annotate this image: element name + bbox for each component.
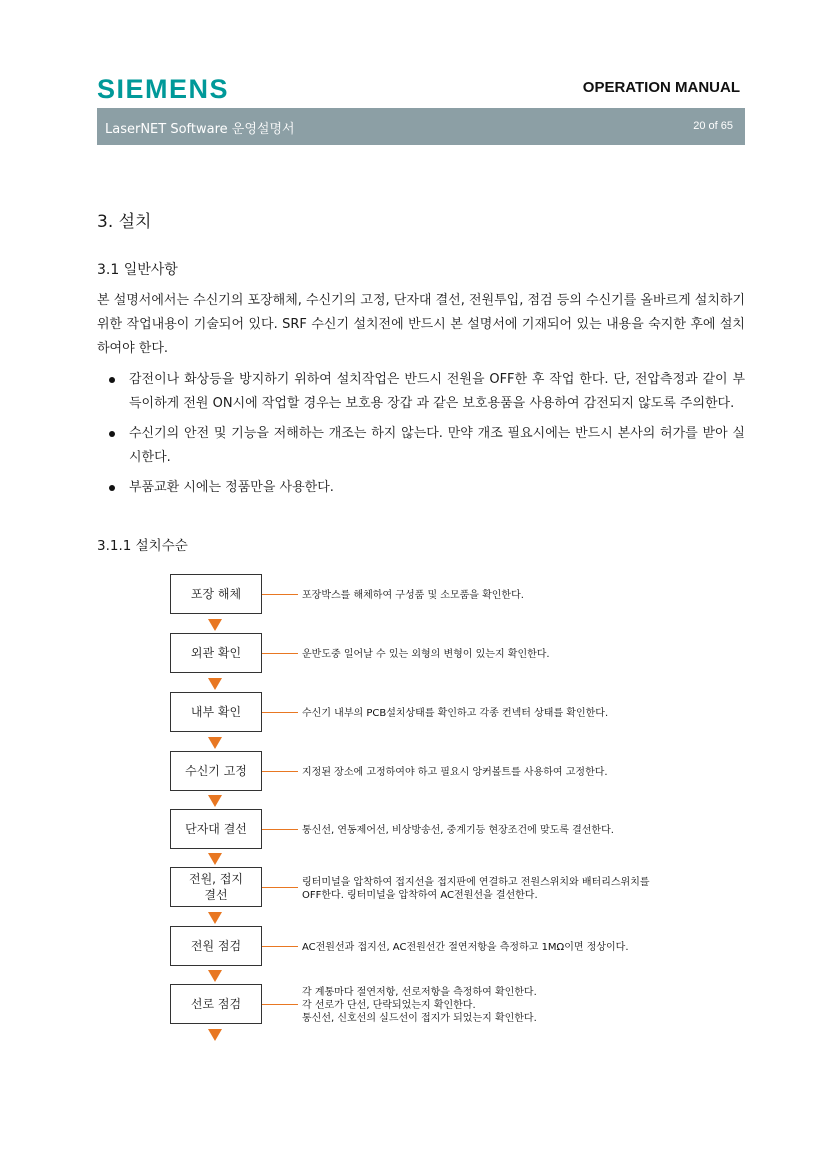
flow-connector bbox=[262, 887, 298, 888]
flow-step-box: 내부 확인 bbox=[170, 692, 262, 732]
flow-step-box: 외관 확인 bbox=[170, 633, 262, 673]
intro-paragraph: 본 설명서에서는 수신기의 포장해체, 수신기의 고정, 단자대 결선, 전원투입, 점검 등의 수신기를 올바르게 설치하기 위한 작업내용이 기술되어 있다. SRF 수신기 설치전에 반드시 본 설명서에 기재되어 있는 내용을 숙지한 후에 설치하여야 한다. bbox=[97, 293, 745, 356]
flow-step-description: 통신선, 연동제어선, 비상방송선, 중계기등 현장조건에 맞도록 결선한다. bbox=[302, 825, 614, 836]
flow-connector bbox=[262, 946, 298, 947]
flow-step-description: 지정된 장소에 고정하여야 하고 필요시 앙커볼트를 사용하여 고정한다. bbox=[302, 767, 608, 778]
subsubsection-title: 3.1.1 설치수순 bbox=[97, 538, 188, 554]
flow-connector bbox=[262, 1004, 298, 1005]
down-arrow-icon bbox=[208, 619, 222, 631]
down-arrow-icon bbox=[208, 970, 222, 982]
flow-connector bbox=[262, 653, 298, 654]
flow-connector bbox=[262, 829, 298, 830]
flow-step-box: 선로 점검 bbox=[170, 984, 262, 1024]
down-arrow-icon bbox=[208, 912, 222, 924]
down-arrow-icon bbox=[208, 853, 222, 865]
manual-title: OPERATION MANUAL bbox=[582, 79, 740, 96]
down-arrow-icon bbox=[208, 678, 222, 690]
flow-step-box: 수신기 고정 bbox=[170, 751, 262, 791]
flow-step-description: 운반도중 일어날 수 있는 외형의 변형이 있는지 확인한다. bbox=[302, 649, 550, 660]
siemens-logo: SIEMENS bbox=[97, 74, 230, 104]
flow-step-description: 각 계통마다 절연저항, 선로저항을 측정하여 확인한다. 각 선로가 단선, 단락되었는지 확인한다. 통신선, 신호선의 실드선이 접지가 되었는지 확인한다. bbox=[302, 987, 537, 1024]
flow-connector bbox=[262, 771, 298, 772]
flow-step-box: 포장 해체 bbox=[170, 574, 262, 614]
bullet-icon bbox=[109, 485, 115, 491]
list-item: 부품교환 시에는 정품만을 사용한다. bbox=[97, 476, 745, 500]
flow-connector bbox=[262, 712, 298, 713]
list-item: 수신기의 안전 및 기능을 저해하는 개조는 하지 않는다. 만약 개조 필요시에는 반드시 본사의 허가를 받아 실시한다. bbox=[97, 422, 745, 470]
down-arrow-icon bbox=[208, 1029, 222, 1041]
section-title: 3. 설치 bbox=[97, 212, 152, 232]
subsection-title: 3.1 일반사항 bbox=[97, 262, 178, 278]
flow-step-description: 포장박스를 해체하여 구성품 및 소모품을 확인한다. bbox=[302, 590, 524, 601]
document-title: LaserNET Software 운영설명서 bbox=[105, 122, 295, 137]
flow-step-description: 수신기 내부의 PCB설치상태를 확인하고 각종 컨넥터 상태를 확인한다. bbox=[302, 708, 609, 719]
flow-connector bbox=[262, 594, 298, 595]
flow-step-description: AC전원선과 접지선, AC전원선간 절연저항을 측정하고 1MΩ이면 정상이다. bbox=[302, 942, 629, 953]
caution-list bbox=[97, 368, 745, 506]
down-arrow-icon bbox=[208, 737, 222, 749]
page-indicator: 20 of 65 bbox=[693, 120, 733, 132]
flow-step-description: 링터미널을 압착하여 접지선을 접지판에 연결하고 전원스위치와 배터리스위치를 OFF한다. 링터미널을 압착하여 AC전원선을 결선한다. bbox=[302, 877, 650, 901]
flow-step-box: 전원, 접지 결선 bbox=[170, 867, 262, 907]
down-arrow-icon bbox=[208, 795, 222, 807]
header-bar bbox=[97, 108, 745, 145]
flow-step-box: 전원 점검 bbox=[170, 926, 262, 966]
list-item: 감전이나 화상등을 방지하기 위하여 설치작업은 반드시 전원을 OFF한 후 작업 한다. 단, 전압측정과 같이 부득이하게 전원 ON시에 작업할 경우는 보호용 장갑 과 같은 보호용품을 사용하여 감전되지 않도록 주의한다. bbox=[97, 368, 745, 416]
flow-step-box: 단자대 결선 bbox=[170, 809, 262, 849]
bullet-icon bbox=[109, 377, 115, 383]
bullet-icon bbox=[109, 431, 115, 437]
